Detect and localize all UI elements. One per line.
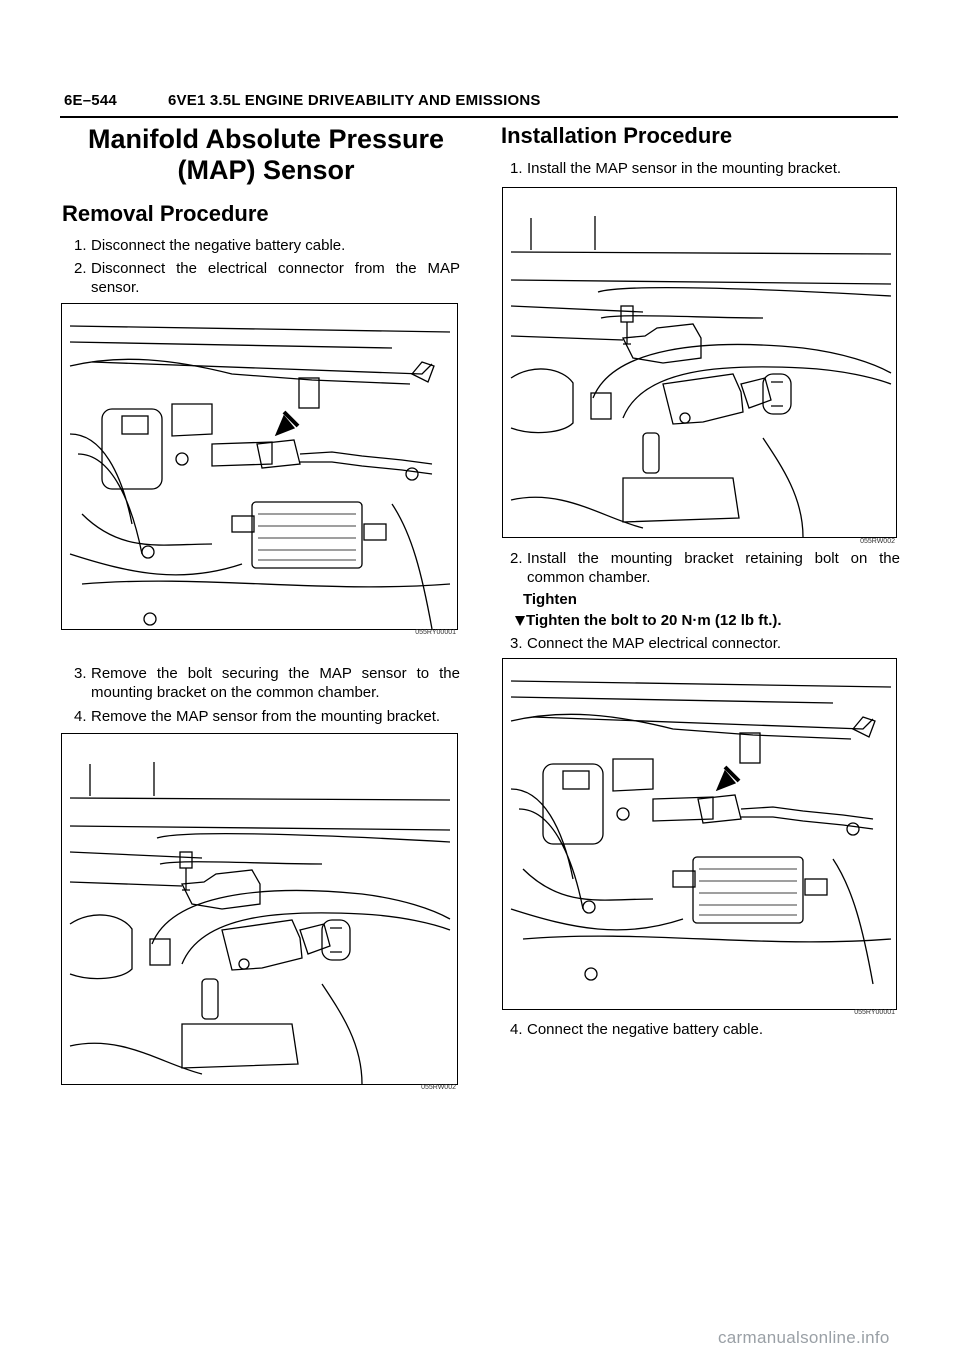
figure-code: 055RY00001 — [415, 629, 456, 636]
removal-heading: Removal Procedure — [62, 201, 269, 226]
step-number: 4. — [510, 1021, 523, 1038]
figure-sensor-removal — [61, 733, 458, 1085]
figure-connector-installation — [502, 658, 897, 1010]
connector-illustration — [503, 659, 896, 1009]
section-title: 6VE1 3.5L ENGINE DRIVEABILITY AND EMISSIONS — [168, 92, 541, 109]
page-title-line1: Manifold Absolute Pressure — [87, 124, 445, 154]
torque-triangle-icon — [515, 616, 525, 626]
step-text: Install the MAP sensor in the mounting bracket. — [527, 160, 842, 177]
page-title-line2: (MAP) Sensor — [177, 155, 355, 185]
connector-illustration — [62, 304, 457, 629]
step-number: 3. — [74, 665, 87, 682]
installation-step-4 — [510, 1020, 900, 1039]
removal-step-4 — [74, 707, 460, 726]
step-text: Connect the negative battery cable. — [527, 1021, 763, 1038]
watermark: carmanualsonline.info — [718, 1328, 890, 1347]
figure-code: 055RW002 — [421, 1084, 456, 1091]
tighten-label: Tighten — [523, 591, 577, 608]
step-number: 2. — [510, 550, 523, 567]
torque-spec — [515, 612, 782, 629]
installation-step-3 — [510, 634, 900, 653]
torque-spec-text: Tighten the bolt to 20 N·m (12 lb ft.). — [526, 612, 782, 629]
removal-step-3 — [74, 664, 460, 702]
figure-sensor-installation — [502, 187, 897, 538]
step-text: Connect the MAP electrical connector. — [527, 635, 782, 652]
step-text: Install the mounting bracket retaining bolt on the common chamber. — [527, 550, 900, 586]
step-text: Disconnect the negative battery cable. — [91, 237, 346, 254]
step-number: 4. — [74, 708, 87, 725]
step-text: Remove the MAP sensor from the mounting bracket. — [91, 708, 441, 725]
removal-step-1 — [74, 236, 460, 255]
step-number: 2. — [74, 260, 87, 277]
figure-connector-removal — [61, 303, 458, 630]
figure-code: 055RW002 — [860, 538, 895, 545]
step-text: Disconnect the electrical connector from the MAP sensor. — [91, 260, 460, 296]
sensor-illustration — [503, 188, 896, 537]
step-number: 1. — [74, 237, 87, 254]
step-number: 3. — [510, 635, 523, 652]
step-number: 1. — [510, 160, 523, 177]
removal-step-2 — [74, 259, 460, 297]
sensor-illustration — [62, 734, 457, 1084]
page-number: 6E–544 — [64, 92, 117, 109]
page-title — [62, 124, 470, 186]
figure-code: 055RY00001 — [854, 1009, 895, 1016]
header-rule — [60, 116, 898, 118]
installation-step-1 — [510, 159, 900, 178]
step-text: Remove the bolt securing the MAP sensor to the mounting bracket on the common chamber. — [91, 665, 460, 701]
installation-heading: Installation Procedure — [501, 123, 733, 148]
installation-step-2 — [510, 549, 900, 587]
